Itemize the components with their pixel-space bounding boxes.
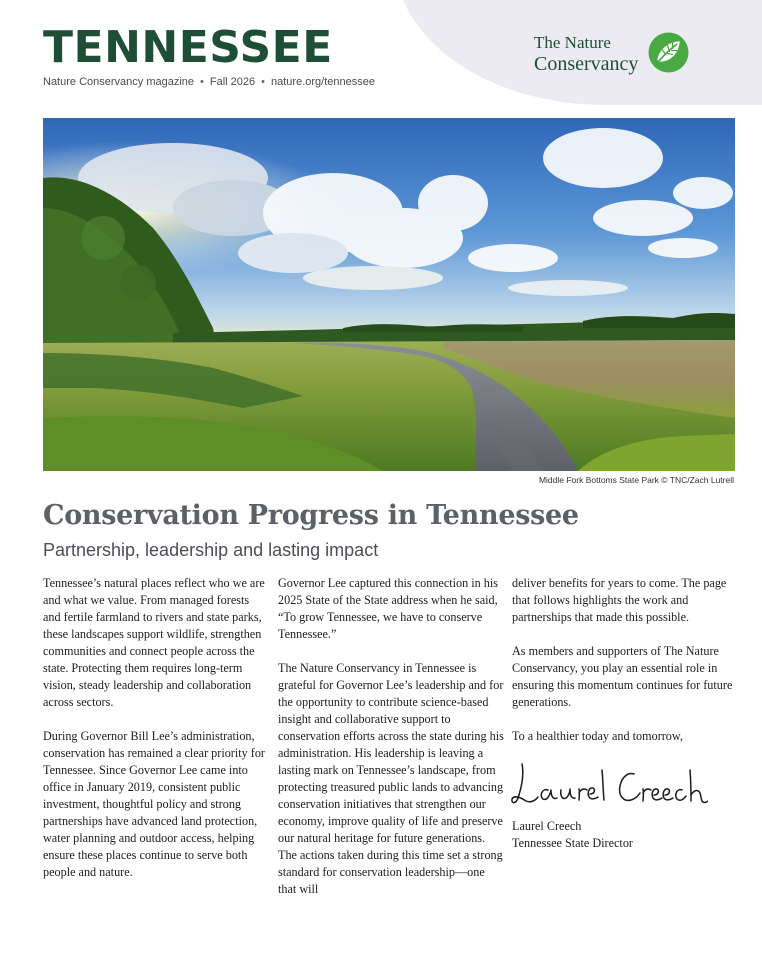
- article-column-3: [512, 575, 738, 852]
- logo-text-line2: Conservancy: [534, 53, 639, 75]
- publication-name: Nature Conservancy magazine: [43, 76, 195, 88]
- logo-text-line1: The Nature: [534, 33, 611, 52]
- photo-caption: Middle Fork Bottoms State Park © TNC/Zach Lutrell: [538, 475, 734, 485]
- signer-title: Tennessee State Director: [512, 836, 633, 850]
- park-landscape-photo: [43, 118, 735, 471]
- body-paragraph: The Nature Conservancy in Tennessee is grateful for Governor Lee’s leadership and for the opportunity to contribute science-based insight and collaborative support to conservation efforts across the state during his administration. His leadership is leaving a lasting mark on Tennessee’s landscape, from protecting treasured public lands to advancing conservation initiatives that strengthen our economy, improve quality of life and preserve our natural heritage for future generations. The actions taken during this time set a strong standard for conservation leadership—one that will: [278, 661, 504, 896]
- signer-name: Laurel Creech: [512, 819, 582, 833]
- article-column-1: [43, 575, 269, 898]
- closing-line: To a healthier today and tomorrow,: [512, 729, 683, 743]
- nature-conservancy-logo: [534, 31, 694, 79]
- leaf-icon: [648, 32, 689, 73]
- article-headline: Conservation Progress in Tennessee: [43, 500, 579, 531]
- body-paragraph: Tennessee’s natural places reflect who we are and what we value. From managed forests and fertile farmland to rivers and state parks, these landscapes support wildlife, strengthen communities and connect people across the state. Protecting them requires long-term vision, steady leadership and collaboration across sectors.: [43, 576, 265, 709]
- body-paragraph: As members and supporters of The Nature Conservancy, you play an essential role in ensuring this momentum continues for future generations.: [512, 644, 733, 709]
- hero-photo: [43, 118, 735, 471]
- article-subheadline: Partnership, leadership and lasting impact: [43, 540, 379, 560]
- separator-dot: •: [200, 76, 204, 88]
- body-paragraph: Governor Lee captured this connection in his 2025 State of the State address when he said, “To grow Tennessee, we have to conserve Tennessee.”: [278, 576, 498, 641]
- masthead-subtitle: [43, 76, 375, 88]
- website-url: nature.org/tennessee: [271, 76, 375, 88]
- article-column-2: [278, 575, 504, 915]
- separator-dot: •: [261, 76, 266, 88]
- issue-date: Fall 2026: [209, 76, 256, 88]
- body-paragraph: During Governor Bill Lee’s administration, conservation has remained a clear priority for Tennessee. Since Governor Lee came into office in January 2019, consistent public investment, thoughtful policy and strong partnerships have advanced land protection, water planning and outdoor access, helping ensure these places continue to serve both people and nature.: [43, 729, 265, 879]
- handwritten-signature: [508, 760, 708, 816]
- masthead-title: TENNESSEE: [43, 22, 333, 73]
- body-paragraph: deliver benefits for years to come. The page that follows highlights the work and partnerships that made this possible.: [512, 576, 727, 624]
